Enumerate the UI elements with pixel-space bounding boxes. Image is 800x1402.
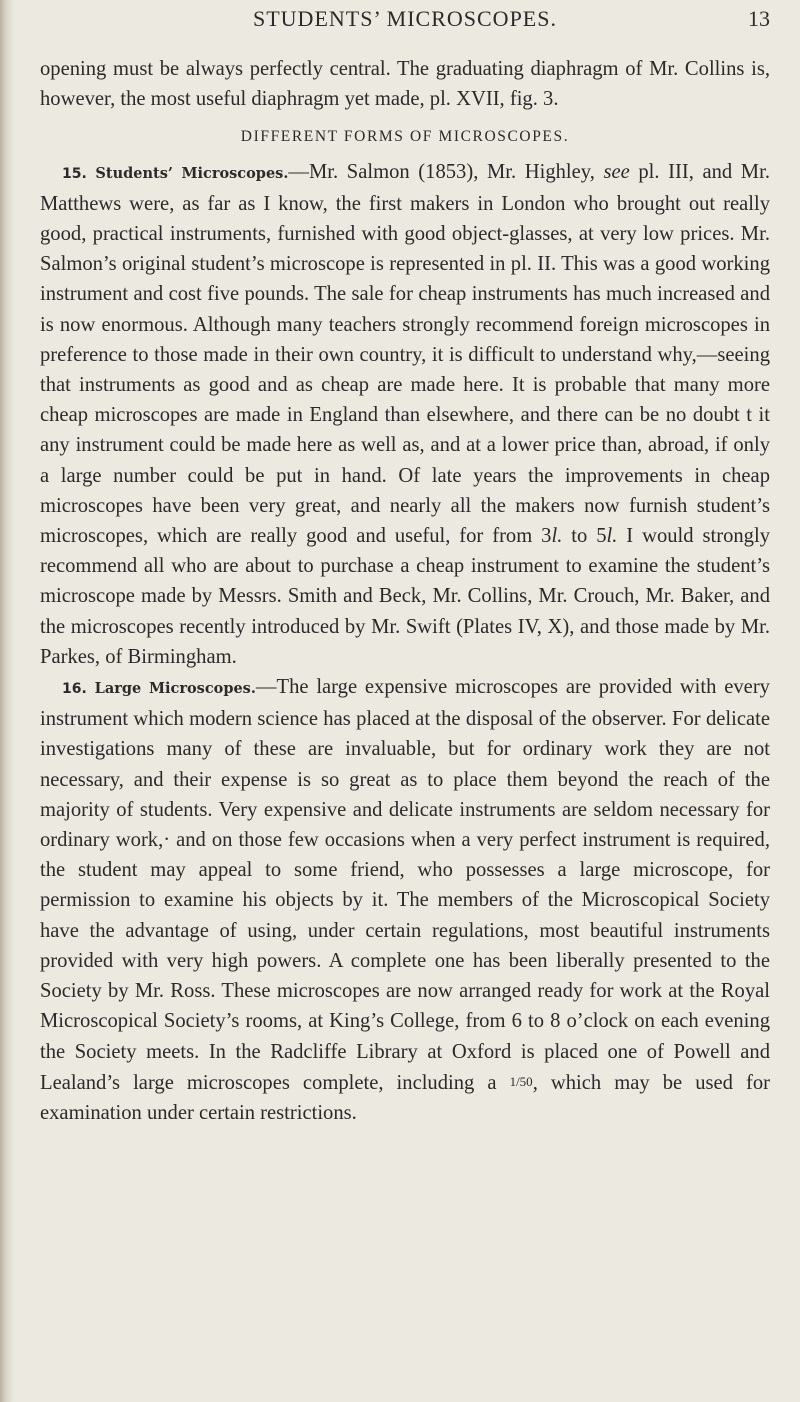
paragraph-text: —The large expensive microscopes are provided with every instrument which modern science has placed at the disposal of the observer. For delicate investigations many of these are invaluable, but for ordinary work they are not necessary, and their expense is so great as to place them beyond the reach of the majority of students. Very expensive and delicate instruments are seldom necessary for ordinary work,· and on those few occasions when a very perfect instrument is required, the student may appeal to some friend, who possesses a large microscope, for permission to examine his objects by it. The members of the Microscopical Society have the advantage of using, under certain regulations, most beautiful instruments provided with very high powers. A complete one has been liberally presented to the Society by Mr. Ross. These microscopes are now arranged ready for work at the Royal Microscopical Society’s rooms, at King’s College, from 6 to 8 o’clock on each evening the Society meets. In the Radcliffe Library at Oxford is placed one of Powell and Lealand’s large microscopes complete, including a [40,676,770,1094]
paragraph-text: I would strongly recommend all who are about to purchase a cheap instrument to examine the student’s microscope made by Messrs. Smith and Beck, Mr. Collins, Mr. Crouch, Mr. Baker, and the microscopes recently introduced by Mr. Swift (Plates IV, X), and those made by Mr. Parkes, of Birmingham. [40,525,770,668]
paragraph-text: pl. III, and Mr. Matthews were, as far as I know, the first makers in London who brought out really good, practical instruments, furnished with good object-glasses, at very low prices. Mr. Salmon’s original student’s microscope is represented in pl. II. This was a good working instrument and cost five pounds. The sale for cheap instruments has much increased and is now enormous. Although many teachers strongly recommend foreign microscopes in preference to those made in their own country, it is difficult to understand why,—seeing that instruments as good and as cheap are made here. It is probable that many more cheap microscopes are made in England than elsewhere, and there can be no doubt t it any instrument could be made here as well as, and at a lower price than, abroad, if only a large number could be put in hand. Of late years the improvements in cheap microscopes have been very great, and nearly all the makers now furnish student’s microscopes, which are really good and useful, for from 3 [40,160,770,548]
paragraph-heading: Students’ Microscopes. [95,164,289,182]
intro-text: opening must be always perfectly central. The graduating diaphragm of Mr. Collins is, however, the most useful diaphragm yet made, pl. XVII, fig. 3. [40,58,770,111]
running-head [40,6,770,36]
paragraph-number: 15. [62,165,87,182]
paragraph-heading: Large Microscopes. [94,680,256,698]
paragraph-15 [40,157,770,672]
paragraph-number: 16. [62,681,87,698]
pound-symbol: l. [551,525,563,548]
paragraph-text: to 5 [562,525,607,548]
see-reference: see [603,160,630,183]
running-title: STUDENTS’ MICROSCOPES. [253,6,557,31]
intro-paragraph [40,54,770,114]
section-heading: DIFFERENT FORMS OF MICROSCOPES. [240,128,570,146]
body-text [40,54,770,1128]
paragraph-text: , which may be used for examination under certain restrictions. [40,1071,770,1124]
pound-symbol: l. [606,525,618,548]
page-number: 13 [748,6,770,31]
paragraph-text: —Mr. Salmon (1853), Mr. Highley, [288,160,604,183]
objective-fraction: 1/50 [509,1073,533,1089]
paragraph-16 [40,672,770,1128]
